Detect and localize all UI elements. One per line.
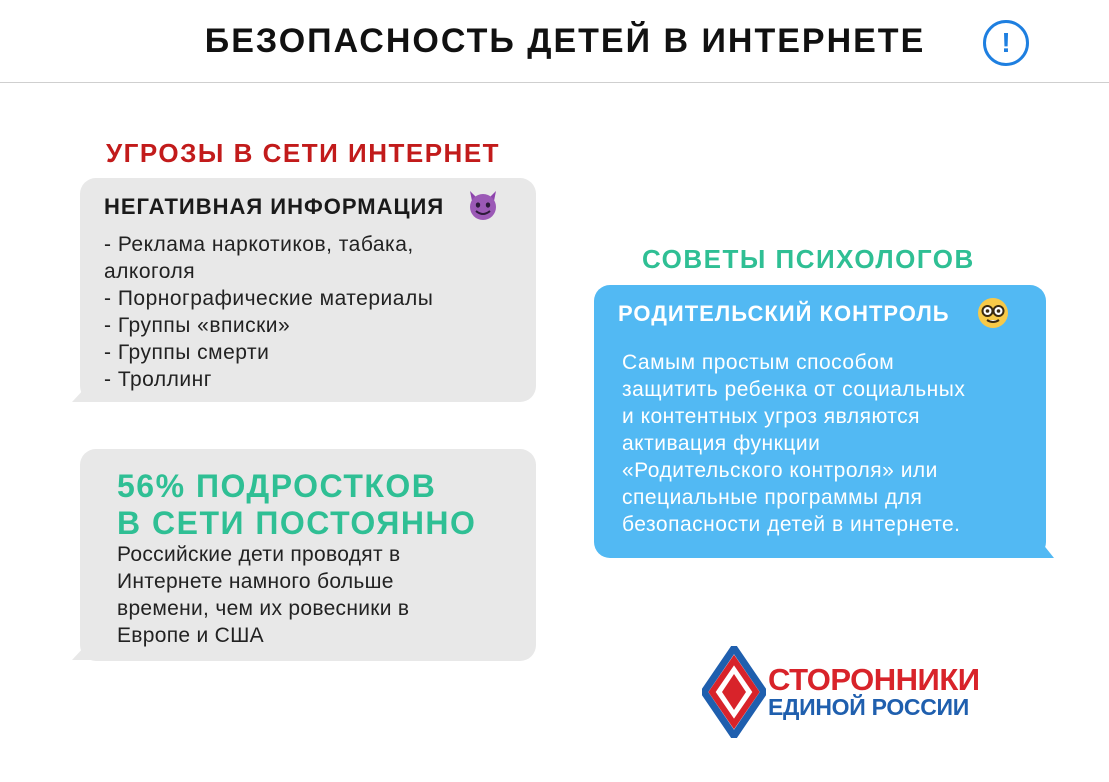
advice-text-line: специальные программы для bbox=[622, 486, 923, 509]
advice-text-line: безопасности детей в интернете. bbox=[622, 513, 961, 536]
logo-line-2: ЕДИНОЙ РОССИИ bbox=[768, 694, 969, 720]
stat-headline-1: 56% ПОДРОСТКОВ bbox=[117, 468, 437, 504]
threats-box-title: НЕГАТИВНАЯ ИНФОРМАЦИЯ bbox=[104, 194, 445, 219]
nerd-emoji-icon bbox=[976, 296, 1010, 330]
alert-icon: ! bbox=[983, 20, 1029, 66]
stat-bubble-tail bbox=[70, 630, 110, 662]
threat-item: алкоголя bbox=[104, 260, 196, 283]
stat-headline-2: В СЕТИ ПОСТОЯННО bbox=[117, 505, 477, 541]
advice-bubble-tail bbox=[1020, 528, 1060, 560]
threat-item: - Порнографические материалы bbox=[104, 287, 434, 310]
threat-item: - Троллинг bbox=[104, 368, 212, 391]
advice-section-title: СОВЕТЫ ПСИХОЛОГОВ bbox=[642, 244, 975, 274]
stat-text-line: Европе и США bbox=[117, 624, 264, 647]
advice-text-line: «Родительского контроля» или bbox=[622, 459, 938, 482]
advice-text-line: Самым простым способом bbox=[622, 351, 895, 374]
advice-text-line: защитить ребенка от социальных bbox=[622, 378, 966, 401]
logo-line-1: СТОРОННИКИ bbox=[768, 662, 980, 697]
advice-text-line: и контентных угроз являются bbox=[622, 405, 921, 428]
threat-item: - Группы «вписки» bbox=[104, 314, 291, 337]
advice-box-title: РОДИТЕЛЬСКИЙ КОНТРОЛЬ bbox=[618, 301, 950, 326]
threats-section-title: УГРОЗЫ В СЕТИ ИНТЕРНЕТ bbox=[106, 138, 501, 168]
stat-text-line: времени, чем их ровесники в bbox=[117, 597, 410, 620]
stat-text-line: Интернете намного больше bbox=[117, 570, 394, 593]
devil-emoji-icon bbox=[466, 188, 500, 222]
stat-text-line: Российские дети проводят в bbox=[117, 543, 401, 566]
threat-item: - Группы смерти bbox=[104, 341, 270, 364]
page-title: БЕЗОПАСНОСТЬ ДЕТЕЙ В ИНТЕРНЕТЕ bbox=[204, 22, 926, 60]
logo-diamond-icon bbox=[702, 646, 766, 738]
threat-item: - Реклама наркотиков, табака, bbox=[104, 233, 414, 256]
header-divider bbox=[0, 82, 1109, 83]
advice-text-line: активация функции bbox=[622, 432, 821, 455]
